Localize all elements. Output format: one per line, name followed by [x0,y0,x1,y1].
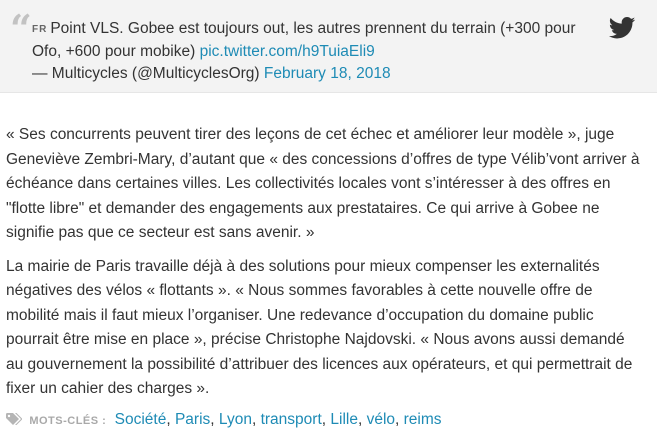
tag-separator: , [357,411,363,428]
tag-link-paris[interactable]: Paris [174,411,211,428]
tweet-text [32,18,598,85]
tweet-body: Point VLS. Gobee est toujours out, les autres prennent du terrain (+300 pour Ofo, +600 pour mobike) [32,20,576,60]
tag-link-lyon[interactable]: Lyon [218,411,252,428]
quote-open-icon: “ [10,6,32,51]
tag-separator: , [395,411,400,428]
tweet-date-link[interactable]: February 18, 2018 [263,65,391,82]
article-paragraph: « Ses concurrents peuvent tirer des leçons de cet échec et améliorer leur modèle », juge Geneviève Zembri-Mary, d’autant que « des concessions d’offres de type Vélib’vont arriver à échéance dans certaines villes. Les collectivités locales vont s’intéresser à des offres en "flotte libre" et demander des engagements aux prestataires. Ce qui arrive à Gobee ne signifie pas que ce secteur est sans avenir. » [6,126,640,241]
tags-bar [6,410,646,431]
embedded-tweet [0,0,657,93]
tag-link-transport[interactable]: transport [260,411,322,428]
tags-label: MOTS-CLÉS : [29,415,107,427]
tag-icon [6,413,22,425]
tag-separator: , [210,411,215,428]
tag-link-velo[interactable]: vélo [366,411,396,428]
article-body [6,123,646,411]
tag-link-lille[interactable]: Lille [330,411,358,428]
tweet-language: FR [32,24,48,35]
tag-separator: , [166,411,171,428]
tweet-pic-link[interactable]: pic.twitter.com/h9TuiaEli9 [199,43,375,60]
tweet-attribution: — Multicycles (@MulticyclesOrg) [32,65,260,82]
tag-link-reims[interactable]: reims [403,411,442,428]
tag-separator: , [251,411,257,428]
tag-separator: , [321,411,327,428]
article-paragraph: La mairie de Paris travaille déjà à des solutions pour mieux compenser les externalités négatives des vélos « flottants ». « Nous sommes favorables à cette nouvelle offre de mobilité mais il faut mieux l’organiser. Une redevance d’occupation du domaine public pourrait être mise en place », précise Christophe Najdovski. « Nous avons aussi demandé au gouvernement la possibilité d’attribuer des licences aux opérateurs, et qui permettrait de fixer un cahier des charges ». [6,257,633,397]
twitter-bird-icon[interactable] [608,17,636,39]
tag-link-societe[interactable]: Société [114,411,167,428]
